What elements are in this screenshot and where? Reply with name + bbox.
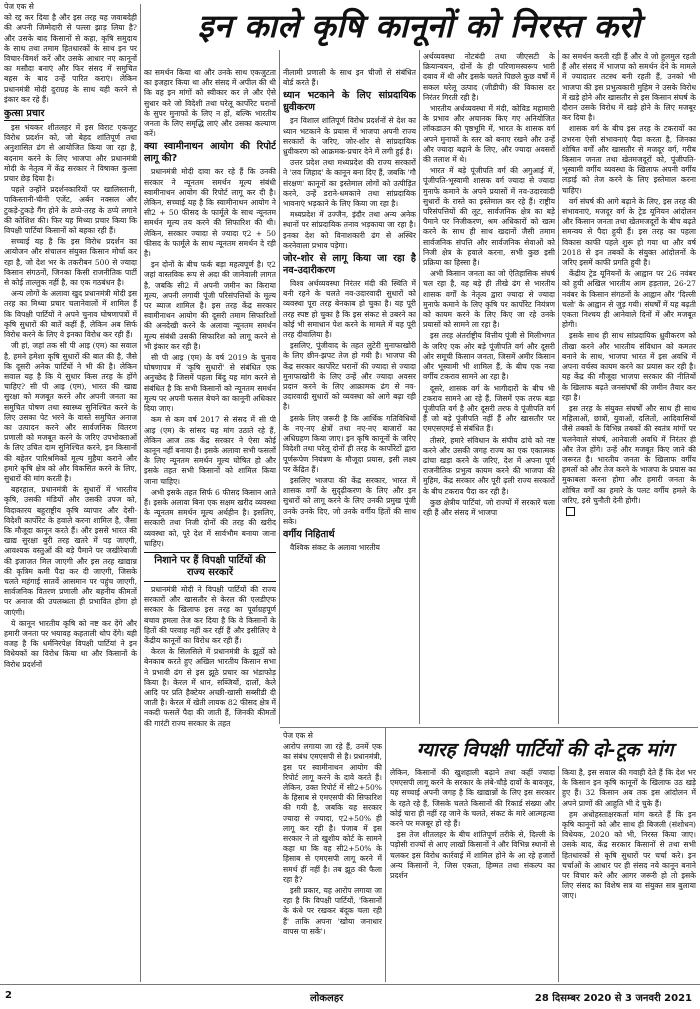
continuation-label: पेज एक से xyxy=(283,731,313,740)
paragraph: लेकिन, किसानों की खुशहाली बढ़ाने तथा कहीं ज्यादा एमएसपी लागू करने के सरकार के लंबे-चौड़े दावों के बावजूद, यह सच्चाई अपनी जगह है कि खाद्यान्नों के लिए इस सरकार के रहते रहे हैं, जिसके चलते किसानों की रिकार्ड संख्या और कोई चारा ही नहीं रह जाने के चलते, संकट के मारे आत्महत्या करने पर मजबूर हो रहे हैं। xyxy=(390,768,555,829)
column-rule xyxy=(558,50,559,724)
paragraph: विश्व अर्थव्यवस्था निरंतर मंदी की स्थिति में बनी रहने के चलते नव-उदारवादी सुधारों को व्यवस्था पूरा तरह बेनकाब हो चुका है। यह पूरी तरह स्पष्ट हो चुका है कि इस संकट से उबरने का कोई भी समाधान पेश करने के मामले में यह पूरी तरह दीवालिया है। xyxy=(283,279,416,340)
paragraph: ये कानून भारतीय कृषि को नष्ट कर देंगे और हमारी जनता पर भयावह कहताली थोप देंगे। यही वजह है कि धर्मनिरपेक्ष विपक्षी पार्टियां ने इन विधेयकों का विरोध किया था और किसानों के विरोध प्रदर्शनों xyxy=(4,618,137,669)
story2-column-1 xyxy=(283,731,382,982)
paragraph: केरल के सिलसिले में प्रधानमंत्री के झूठों को बेनकाब करते हुए अखिल भारतीय किसान सभा ने प्रभावी ढंग से इस झूठे प्रचार का भंडाफोड़ किया है। केरल में धान, सब्जियों, दालों, केले आदि पर प्रति हैक्टेयर अच्छी-खासी सब्सीडी दी जाती है। केरल में खेती लायक 82 फीसद क्षेत्र में नकदी फसलें पैदा की जाती हैं, जिनकी कीमतों की गारंटी राज्य सरकार के तहत xyxy=(144,647,276,728)
article-column-2 xyxy=(144,68,276,982)
paragraph: नीलामी प्रणाली के साथ इन चीजों से संबंधित बोर्ड करते हैं। xyxy=(283,68,416,88)
paragraph: कुछ क्षेत्रीय पार्टियां, जो राज्यों में सरकारें चला रही हैं और संसद में भाजपा xyxy=(423,497,555,517)
paragraph: इसलिए भाजपा की केंद्र सरकार, भारत में शासक वर्गों के सुदृढ़ीकरण के लिए और इन सुधारों को लागू करने के लिए उनकी प्रमुख पूंजी उनके उनके दिए, जो उनके वर्गीय हितों की साथ सके। xyxy=(283,475,416,526)
paragraph: को रद्द कर दिया है और इस तरह यह जवाबदेही की अपनी जिम्मेदारी से पल्ला झाड़ लिया है? और उसके बाद किसानों से कहा, कृषि समुदाय के साथ तथा तमाम हितधारकों के साथ इन पर विचार-विमर्श करें और उसके आधार नए कानूनों का मसौदा बनाएं और फिर संसद में समुचित बहस के बाद उन्हें पारित कराएं। लेकिन प्रधानमंत्री मोदी दुराग्रह के साथ यही करने से इंकार कर रहे हैं। xyxy=(4,13,137,104)
subheading: वर्गीय निहितार्थ xyxy=(283,528,335,540)
paragraph: इसलिए, पूंजीवाद के तहत लुटेरी मुनाफाखोरी के लिए छीन-झपट तेज हो गयी है। भाजपा की केंद्र सरकार कार्पोरेट घरानों की ज्यादा से ज्यादा मुनाफाखोरी के लिए उन्हें और ज्यादा अवसर प्रदान करने के लिए आक्रामक ढंग से नव-उदारवादी सुधारों को व्यवस्था को आगे बढ़ा रही है। xyxy=(283,341,416,412)
paragraph: बहरहाल, प्रधानमंत्री के सुधारों में भारतीय कृषि, उसकी मंडियों और उसकी उपज को, विदाकारय बहुराष्ट्रीय कृषि व्यापार और देसी-विदेशी कार्पोरेट के हवाले करना शामिल है, जैसा कि मौजूदा कानून करते हैं। और इससे भारत की खाद्य सुरक्षा बुरी तरह खतरे में पड़ जाएगी, आवश्यक वस्तुओं की बड़े पैमाने पर जखीरेबाजी की इजाजत मिल जाएगी और इस तरह खाद्यान्न की कृत्रिम कमी पैदा कर दी जाएगी, जिसके चलते महंगाई सातवें आसमान पर पहुंच जाएगी, सार्वजनिक वितरण प्रणाली और बहनीय कीमतों पर अनाज की उपलब्धता ही प्रभावित होगा हो जाएंगी। xyxy=(4,485,137,617)
subheading: जोर-शोर से लागू किया जा रहा है नव-उदारीकरण xyxy=(283,253,416,277)
section-divider xyxy=(280,727,698,728)
subheading: कुत्सा प्रचार xyxy=(4,108,45,120)
paragraph: अभी इसके तहत सिर्फ 6 फीसद किसान आते हैं। इसके अलावा बिना एक सक्षम खरीद व्यवस्था के न्यूनतम समर्थन मूल्य अर्थहीन है। इसलिए, सरकारी तथा निजी दोनों की तरह की खरीद व्यवस्था को, पूरे देश में सार्वभौम बनाया जाना चाहिए। xyxy=(144,487,276,548)
column-rule xyxy=(419,50,420,724)
column-rule xyxy=(140,4,141,982)
paragraph: शासक वर्ग के बीच इस तरह के टकरावों का उभरना ऐसी संभावनाएं पैदा करता है, जिनका शोषित वर्गों और खासतौर से मजदूर वर्ग, गरीब किसान जनता तथा खेतमजदूरों को, पूंजीपति-भूस्वामी वर्गीय व्यवस्था के खिलाफ अपनी वर्गीय लड़ाई को तेज करने के लिए इस्तेमाल करना चाहिए। xyxy=(562,124,696,195)
publication-name: लोकलहर xyxy=(310,993,344,1004)
paragraph: प्रधानमंत्री मोदी दावा कर रहे हैं कि उनकी सरकार ने न्यूनतम समर्थन मूल्य संबंधी स्वामीनाथन आयोग की रिपोर्ट लागू कर दी है। लेकिन, सच्चाई यह है कि स्वामीनाथन आयोग ने सी2 + 50 फीसद के फार्मूले के साथ न्यूनतम समर्थन मूल्य तय करने की सिफारिश की थी। लेकिन, सरकार ज्यादा से ज्यादा ए2 + 50 फीसद के फार्मूले के साथ न्यूनतम समर्थन दे रही है। xyxy=(144,167,276,259)
paragraph: केंद्रीय ट्रेड यूनियनों के आह्वान पर 26 नवंबर को हुयी अखिल भारतीय आम हड़ताल, 26-27 नवंबर के किसान संगठनों के आह्वान और 'दिल्ली चलो' के आह्वान से जुड़ गयी। संघर्षों में यह बढ़ती एकता निश्चय ही आनेवाले दिनों में और मजबूत होगी। xyxy=(562,269,696,330)
main-headline: इन काले कृषि कानूनों को निरस्त करो xyxy=(197,7,641,45)
paragraph: वर्ग संघर्ष की आगे बढ़ाने के लिए, इस तरह की संभावनाएं, मजदूर वर्ग के ट्रेड यूनियन आंदोलन और किसान जनता तथा खेतमजदूरों के बीच बढ़ते समन्वय से पैदा हुयी हैं। इस तरह का पहला विकास काफी पहले शुरू हो गया था और वर्ष 2018 से इन तबकों के संयुक्त आंदोलनों के जरिए इसमें काफी प्रगति हुयी है। xyxy=(562,196,696,268)
paragraph: का समर्थन किया था और उनके साथ एकजुटता का इजहार किया था और संसद में अपील की थी कि वह इन मांगों को स्वीकार कर ले और ऐसे सुधार करे जो विदेशी तथा घरेलू कार्पोरेट घरानों के सुपर मुनाफों के लिए न हों, बल्कि भारतीय जनता के लिए समृद्धि लाएं और उसका कल्याण करें। xyxy=(144,68,276,139)
paragraph: जी हां, जहां तक सी पी आइ (एम) का सवाल है, हमने हमेशा कृषि सुधारों की बात की है, जैसे कि दूसरी अनेक पार्टियों ने भी की है। लेकिन सवाल यह है कि ये सुधार किस तरह के होंगे चाहिए? सी पी आइ (एम), भारत की खाद्य सुरक्षा को मजबूत करने और अपनी जनता का समुचित पोषण तथा स्वास्थ्य सुनिश्चित करने के लिए उसका पेट भरने के वास्ते समुचित अनाज का उत्पादन करने और सार्वजनिक वितरण प्रणाली को मजबूत करने के जरिए उपभोक्ताओं के लिए उचित दाम सुनिश्चित करने, इन किसानों की बहेतर पारिश्रमिकों मूल्य मुहैया कराने और हमारे कृषि क्षेत्र को और विकसित करने के लिए, सुधारों की मांग करती है। xyxy=(4,341,137,483)
paragraph: उत्तर प्रदेश तथा मध्यप्रदेश की राज्य सरकारों ने 'लव जिहाद' के कानून बना दिए हैं, जबकि 'गौ संरक्षण' कानूनों का इस्तेमाल लोगों को उत्पीड़ित करने, उन्हें डराने-धमकाने तथा सांप्रदायिक भावनाएं भड़काने के लिए किया जा रहा है। xyxy=(283,158,416,209)
paragraph: मध्यप्रदेश में उज्जैन, इंदौर तथा अन्य अनेक स्थानों पर सांप्रदायिक तनाव भड़काया जा रहा है। इनका देश को विनाशकारी ढंग से अस्थिर करनेवाला प्रभाव पड़ेगा। xyxy=(283,210,416,250)
column-rule xyxy=(385,728,386,982)
paragraph: वैश्विक संकट के अलावा भारतीय xyxy=(290,542,380,552)
paragraph: प्रधानमंत्री मोदी ने विपक्षी पार्टियों की राज्य सरकारों और खासतौर से केरल की एलडीएफ सरकार के खिलाफ इस तरह का पूर्वाग्रहपूर्ण बचाव हमला तेज कर दिया है कि वे किसानों के हितों की परवाह नहीं कर रहीं हैं और इसीलिए वे केंद्रीय कानूनों का विरोध कर रही हैं। xyxy=(144,584,276,645)
paragraph: इस तरह अंतर्राष्ट्रीय वित्तीय पूंजी से मिलीभगत के जरिए एक ओर बड़े पूंजीपति वर्ग और दूसरी ओर समूची किसान जनता, जिसमें अमीर किसान और भूस्वामी भी शामिल हैं, के बीच एक नया वर्गीय टकराव सामने आ रहा है। xyxy=(423,331,555,382)
paragraph: हम अधोहस्ताक्षरकर्ता मांग करते हैं कि इन कृषि कानूनों को और साथ ही बिजली (संशोधन) विधेयक, 2020 को भी, निरस्त किया जाए। उसके बाद, केंद्र सरकार किसानों से तथा सभी हितधारकों से कृषि सुधारों पर चर्चा करे। इन चर्चाओं के आधार पर ही संसद नये कानून बनाने पर विचार करे और आगर जरूरी हो तो इसके लिए संसद का विशेष सत्र या संयुक्त सत्र बुलाया जाए। xyxy=(562,809,696,901)
article-column-1 xyxy=(4,2,137,982)
column-rule xyxy=(279,50,280,724)
paragraph: आरोप लगाया जा रहे हैं, उनमें एक का संबंध एमएसपी से है। प्रधानमंत्री, इस पर स्वामीनाथन आयोग की रिपोर्ट लागू करने के दावे करते हैं। लेकिन, उक्त रिपोर्ट में सी2+50% के हिसाब से एमएसपी की सिफारिश की गयी है, जबकि यह सरकार ज्यादा से ज्यादा, ए2+50% ही लागू कर रही है। पंजाब में इस सरकार ने तो खुशीय कोर्ट के सामने कहा था कि वह सी2+50% के हिसाब से एमएसपी लागू करने में समर्थ हीं नहीं है। तब झूठ की फैला रहा है? xyxy=(283,742,382,884)
paragraph: पहले उन्होंने प्रदर्शनकारियों पर खालिस्तानी, पाकिस्तानी-चीनी एजेंट, अर्बन नक्सल और टुकड़े-टुकड़े गैंग होने के ठप्पे-तरह के ठप्पे लगाने की कोशिश की। फिर यह मिथ्या प्रचार किया कि विपक्षी पार्टियां किसानों को बहका रही हैं। xyxy=(4,185,137,236)
paragraph: अन्य लोगों के अलावा खुद प्रधानमंत्री मोदी इस तरह का मिथ्या प्रचार चलानेवालों में शामिल हैं कि विपक्षी पार्टियों ने अपने चुनाव घोषणापत्रों में कृषि सुधारों की बातें कहीं हैं, लेकिन अब सिर्फ विरोध करने के लिए वे इनका विरोध कर रही हैं। xyxy=(4,289,137,340)
paragraph: इसी प्रकार, यह आरोप लगाया जा रहा है कि विपक्षी पार्टियों, 'किसानों के कंधे पर रखकर बंदूक चला रही हैं' ताकि अपना 'खोया जनाधार वापस पा सकें'। xyxy=(283,886,382,936)
footer-rule xyxy=(0,984,700,985)
issue-date: 28 दिसम्बर 2020 से 3 जनवरी 2021 xyxy=(534,993,692,1004)
article-column-3 xyxy=(283,68,416,726)
story2-headline: ग्यारह विपक्षी पार्टियों की दो-टूक मांग xyxy=(416,739,674,761)
paragraph: अभी किसान जनता का जो ऐतिहासिक संघर्ष चल रहा है, वह बड़े ही तीखे ढंग से भारतीय शासक वर्गों के नेतृत्व द्वारा ज्यादा से ज्यादा मुनाफे कमाने के लिए कृषि पर कार्पोरेट नियंत्रण को कायम करने के लिए किए जा रहे उनके प्रयासों को सामने ला रहा है। xyxy=(423,269,555,330)
paragraph: भारतीय अर्थव्यवस्था में मंदी, कोविड महामारी के प्रभाव और अचानक किए गए अनियोजित लॉकडाउन की पृष्ठभूमि में, भारत के शासक वर्ग अपने मुनाफों के स्तर को बनाए रखने और उन्हें और ज्यादा बढ़ाने के लिए, और ज्यादा अवसरों की तलाश में थे। xyxy=(423,104,555,165)
paragraph: इस तरह के संयुक्त संघर्षों और साथ ही साथ महिलाओं, छात्रों, युवाओं, दलितों, आदिवासियों जैसे तबकों के विभिन्न तबकों की स्वतंत्र मांगों पर चलनेवाले संघर्ष, आनेवाली अवधि में निरंतर ही और तेज होंगे। उन्हें और मजबूत किए जाने की जरूरत है। भारतीय जनता के खिलाफ वर्गीय हमलों को और तेज करने के भाजपा के प्रयास का मुकाबला करना होगा और हमारी जनता के शोषित वर्गों का हमारे के पलट वर्गीय हमले के जरिए, इसे चुनौती देनी होगी। xyxy=(562,403,696,505)
paragraph: दूसरे, शासक वर्ग के भागीदारों के बीच भी टकराव सामने आ रहे हैं, जिसमें एक तरफ बड़ा पूंजीपति वर्ग है और दूसरी तरफ वे पूंजीपति वर्ग हैं जो बड़े पूंजीपति नहीं हैं और खासतौर पर एमएसएमई से संबंधित हैं। xyxy=(423,383,555,434)
paragraph: तीसरे, हमारे संविधान के संघीय ढांचे को नष्ट करने और उसकी जगह राज्य का एक एकात्मक ढांचा खड़ा करने के जरिए, देश में अपना पूर्ण राजनीतिक प्रभुत्व कायम करने की भाजपा की मुहिम, केंद्र सरकार और पूरी ढ़ली राज्य सरकारों के बीच टकराव पैदा कर रही है। xyxy=(423,435,555,496)
paragraph: कम से कम वर्ष 2017 से संसद में सी पी आइ (एम) के सांसद यह मांग उठाते रहे हैं, लेकिन आज तक केंद्र सरकार ने ऐसा कोई कानून नहीं बनाया है। इसके अलावा सभी फसलों के लिए न्यूनतम समर्थन मूल्य घोषित हो और इसके तहत सभी किसानों को शामिल किया जाना चाहिए। xyxy=(144,415,276,486)
story2-column-3 xyxy=(562,768,696,982)
paragraph: इस भंयकर शीतलहर में इस विराट एकजुट विरोध प्रदर्शन को, जो बेहद शांतिपूर्ण तथा अनुशासित ढंग से आयोजित किया जा रहा है, बदनाम करने के लिए भाजपा और प्रधानमंत्री मोदी के नेतृत्व में केंद्र सरकार ने विषाक्त कुत्सा प्रचार छेड़ दिया है। xyxy=(4,123,137,184)
boxed-subheading: निशाने पर हैं विपक्षी पार्टियों की राज्य सरकारें xyxy=(144,552,276,582)
paragraph: का समर्थन करती रही हैं और वे जो हुलमुल रहती हैं और संसद में भाजपा को समर्थन देने के मामले में ज्यादातर तटस्थ बनी रहती हैं, उनको भी भाजपा की इस प्रभुत्वकारी मुहिम ने उसके विरोध में खड़े होने और खासतौर से इस किसान संघर्ष के दौरान उसके विरोध में खड़े होने के लिए मजबूर कर दिया है। xyxy=(562,52,696,123)
paragraph: इन विशाल शांतिपूर्ण विरोध प्रदर्शनों से देश का ध्यान भटकाने के प्रयास में भाजपा अपनी राज्य सरकारों के जरिए, जोर-शोर से सांप्रदायिक ध्रुवीकरण को आक्रमक-प्रचार देने में लगी हुई है। xyxy=(283,116,416,157)
paragraph: भारत में बड़े पूंजीपति वर्ग की अगुआई में, पूंजीपति-भूस्वामी शासक वर्ग ज्यादा से ज्यादा मुनाफे कमाने के अपने प्रयासों में नव-उदारवादी सुधारों के रास्ते का इस्तेमाल कर रहे हैं। राष्ट्रीय परिसंपत्तियों की लूट, सार्वजनिक क्षेत्र का बड़े पैमाने पर निजीकरण, श्रम अधिकारों को खत्म करने के साथ ही साथ खदानों जैसी तमाम सार्वजनिक संपत्ति और सार्वजनिक सेवाओं को निजी क्षेत्र के हवाले करना, सभी कुछ इसी प्रक्रिया का हिस्सा है। xyxy=(423,166,555,268)
paragraph: इन दोनों के बीच फर्क बड़ा महत्वपूर्ण है। ए2 जहां वास्तविक रूप से अदा की जानेवाली लागत है, जबकि सी2 में अपनी जमीन का किराया मूल्य, अपनी लगायी पूंजी परिसंपत्तियों के मूल्य पर ब्याज शामिल है। इस तरह केंद्र सरकार स्वामीनाथन आयोग की दूसरी तमाम सिफारिशों की अनदेखी करने के अलावा न्यूनतम समर्थन मूल्य संबंधी उसकी सिफारिश को लागू करने से भी इंकार कर रही है। xyxy=(144,260,276,351)
paragraph: किया है, इस सवाल की गवाही देते हैं कि देश भर के किसान इन कृषि कानूनों के खिलाफ उठ खड़े हुए हैं। 32 किसान अब तक इस आंदोलन में अपने प्राणों की आहुति भी दे चुके हैं। xyxy=(562,768,696,808)
paragraph: इसके साथ ही साथ सांप्रदायिक ध्रुवीकरण को तीखा करने और भारतीय संविधान को कमतर बनाने के साथ, भाजपा भारत में इस अवधि में अपना वर्चस्व कायम करने का प्रयास कर रही है। यह केंद्र की मौजूदा भाजपा सरकार की नीतियों के खिलाफ बढ़ते जनसंघर्षों की जमीन तैयार कर रहा है। xyxy=(562,331,696,402)
end-of-article-mark xyxy=(566,507,575,516)
paragraph: सी पी आइ (एम) के वर्ष 2019 के चुनाव घोषणापत्र में 'कृषि सुधारों' से संबंधित एक अनुच्छेद है जिसमें पहला बिंदु यह मांग करने से संबंधित है कि सभी किसानों को न्यूनतम समर्थन मूल्य पर अपनी फसल बेचने का कानूनी अधिकार दिया जाए। xyxy=(144,353,276,414)
subheading: ध्यान भटकाने के लिए सांप्रदायिक ध्रुवीकरण xyxy=(283,90,416,114)
article-column-4 xyxy=(423,52,555,726)
paragraph: सच्चाई यह है कि इस विरोध प्रदर्शन का आयोजन और संचालन संयुक्त किसान मोर्चा कर रहा है, जो देश भर के तकरीबन 500 से ज्यादा किसान संगठनों, जिनका किसी राजनीतिक पार्टी से कोई ताल्लुक नहीं है, का एक गठबंधन है। xyxy=(4,237,137,288)
continuation-label: पेज एक से xyxy=(4,2,34,11)
paragraph: इसके लिए जरूरी है कि आर्थिक गतिविधियों के नए-नए क्षेत्रों तथा नए-नए बाजारों का अधिग्रहण किया जाए। इन कृषि कानूनों के जरिए विदेशी तथा घरेलू दोनों ही तरह के कार्पोरेटों द्वारा पूर्णरूपेण नियंत्रण के मौजूदा प्रयास, इसी लक्ष्य पर केंद्रित हैं। xyxy=(283,413,416,474)
story2-column-2 xyxy=(390,768,555,982)
article-column-5 xyxy=(562,52,696,726)
page-number: 2 xyxy=(5,990,12,1001)
subheading: क्या स्वामीनाथन आयोग की रिपोर्ट लागू की? xyxy=(144,141,276,165)
paragraph: इस तेज शीतलहर के बीच शांतिपूर्ण तरीके से, दिल्ली के पड़ोसी राज्यों से आए लाखों किसानों ने और विभिन्न स्थानों से चलकर इस विरोध कार्रवाई में शामिल होने के आ रहे हजारों अन्य किसानों ने, जिस एकता, हिम्मत तथा संकल्प का प्रदर्शन xyxy=(390,830,555,881)
column-rule xyxy=(558,766,559,982)
paragraph: अर्थव्यवस्था नोटबंदी तथा जीएसटी के क्रियान्वयन, दोनों के ही परिणामस्वरूप भारी दबाव में थी और इसके चलते पिछले कुछ वर्षों में सकल घरेलू उत्पाद (जीडीपी) की विकास दर निरंतर गिरती रही है। xyxy=(423,52,555,102)
